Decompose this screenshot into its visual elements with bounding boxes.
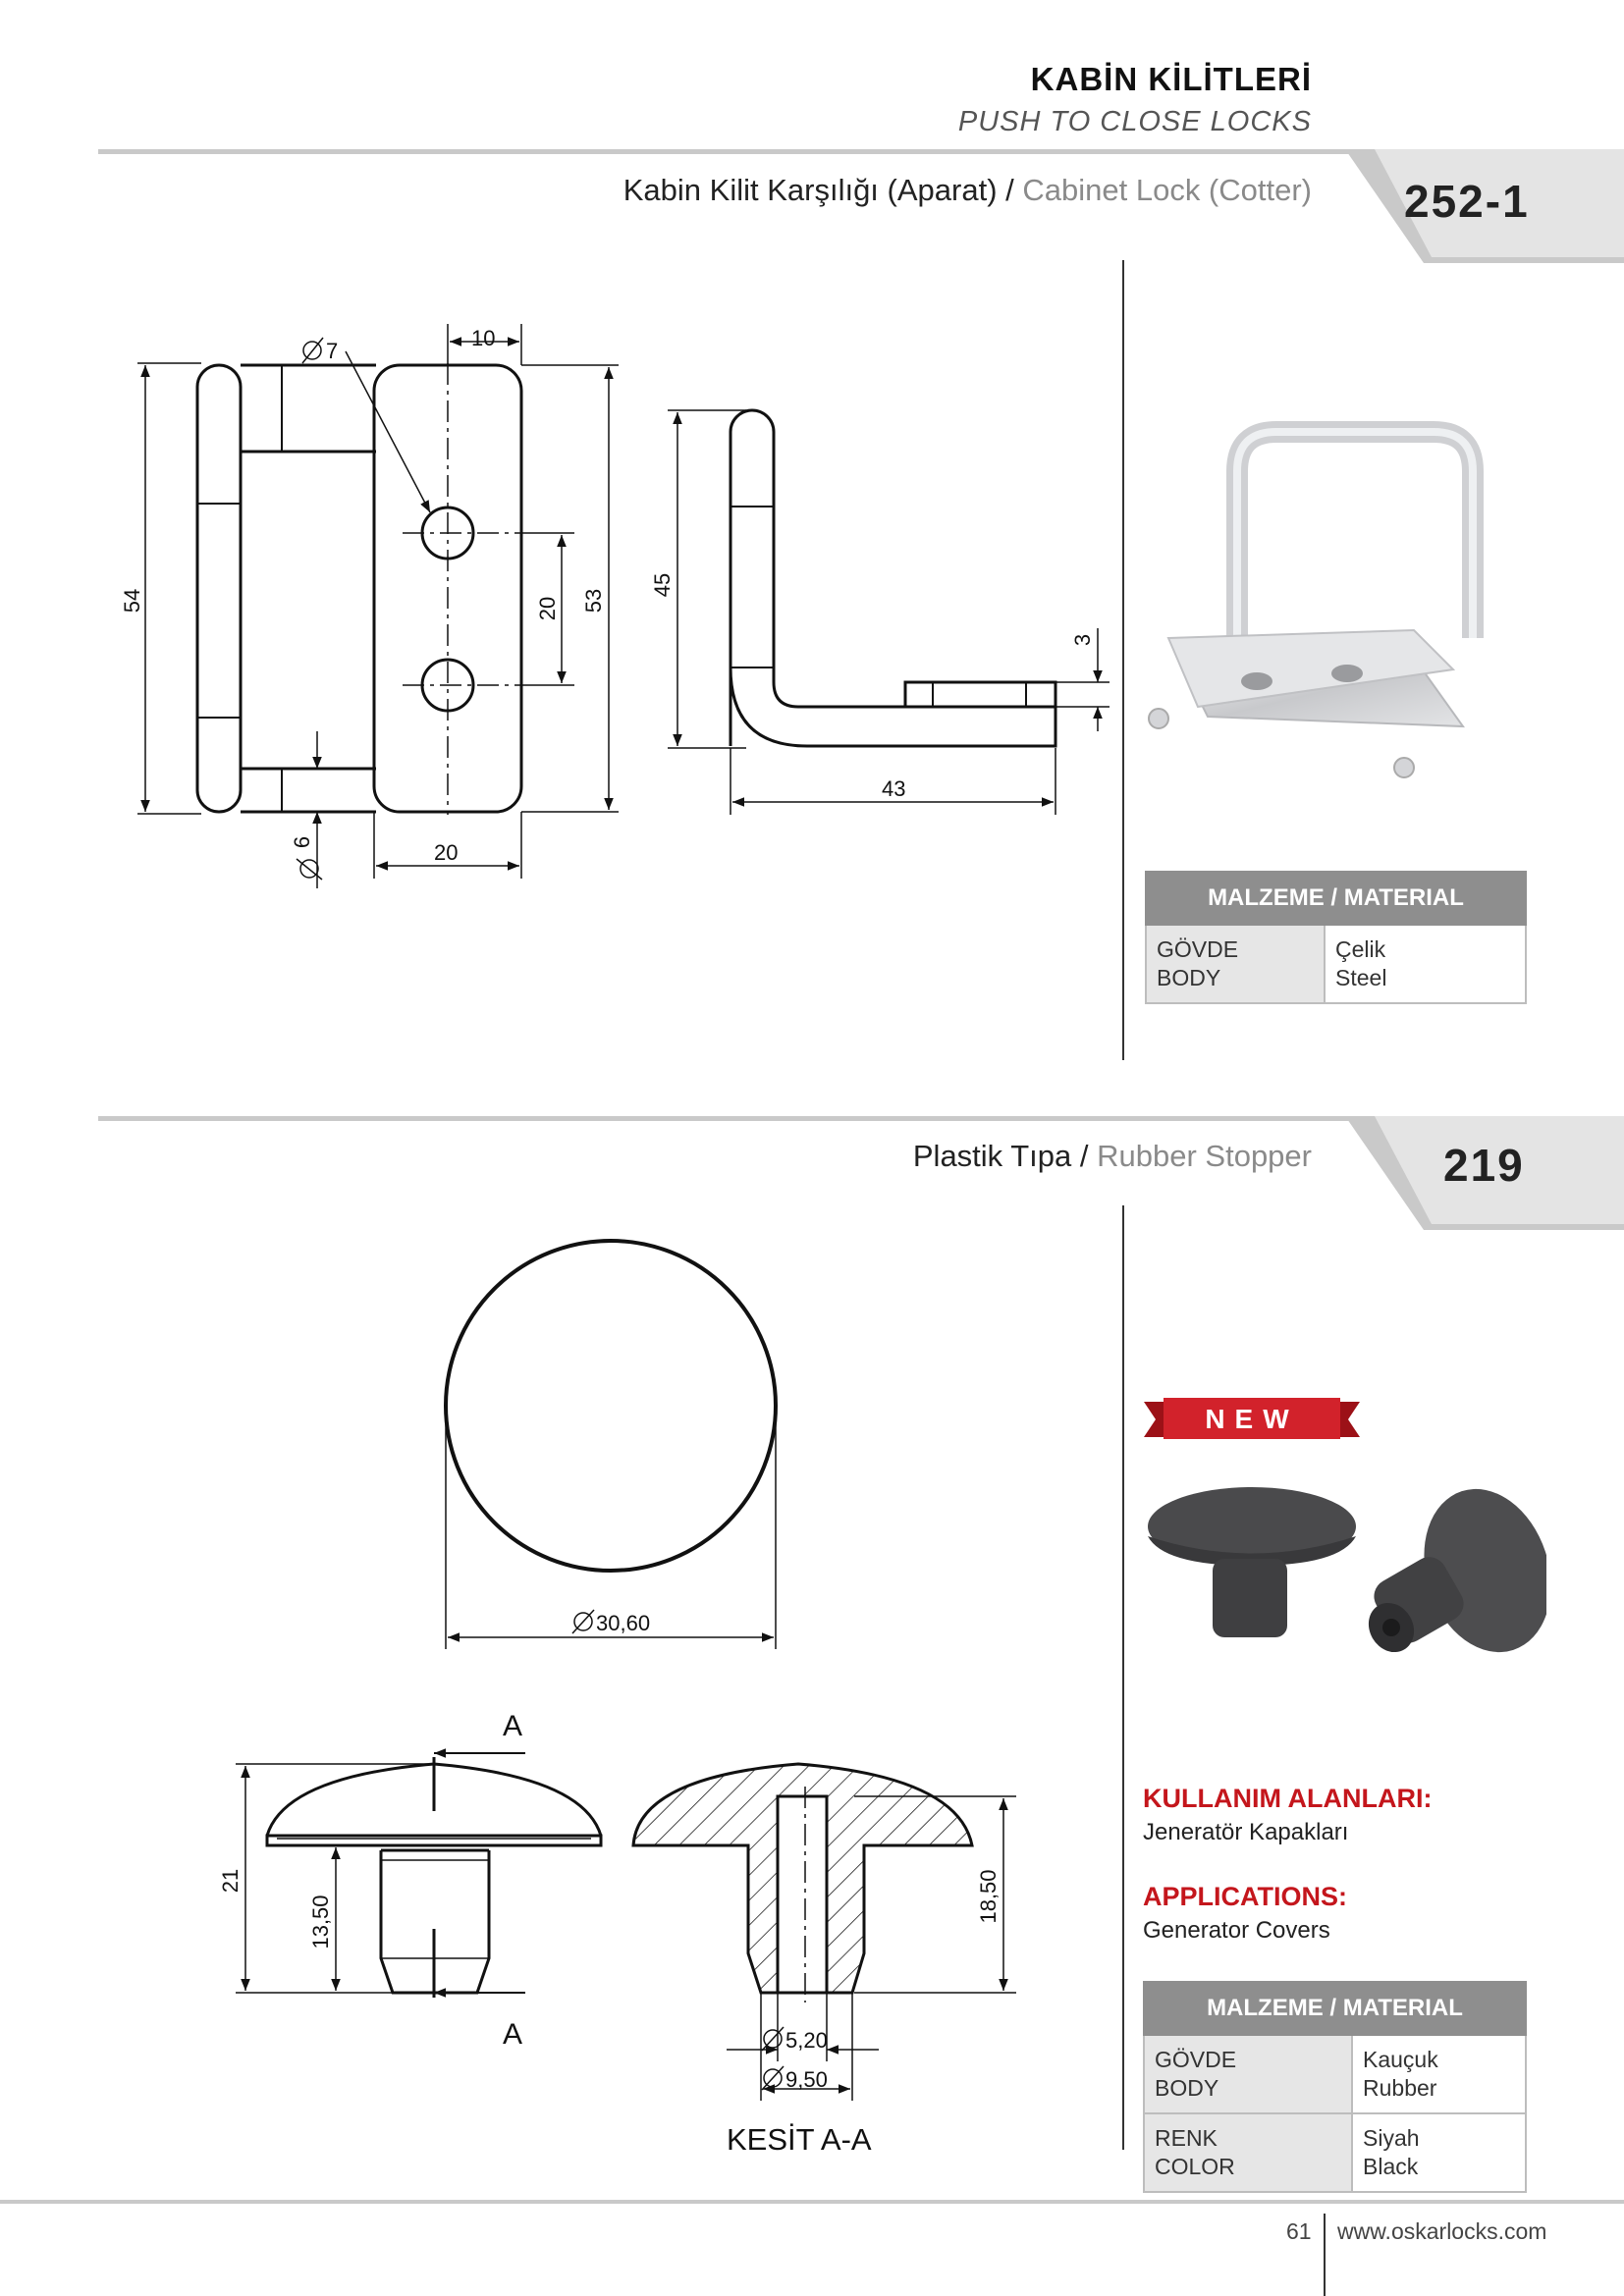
dim-53: 53 xyxy=(581,588,606,614)
footer-separator xyxy=(1324,2214,1326,2296)
usage-text-en: Generator Covers xyxy=(1143,1917,1330,1944)
catalog-title: KABİN KİLİTLERİ xyxy=(1030,61,1312,97)
section2-rule xyxy=(98,1116,1375,1121)
dim-10: 10 xyxy=(471,326,496,350)
section2-title xyxy=(913,1139,1312,1174)
dim-diameter-6: 6 xyxy=(290,835,314,849)
section2-code: 219 xyxy=(1443,1140,1525,1191)
dim-21: 21 xyxy=(218,1868,243,1894)
material-value-en: Black xyxy=(1363,2154,1419,2179)
material-key: GÖVDE xyxy=(1155,2047,1237,2072)
section1-material-header: MALZEME / MATERIAL xyxy=(1146,872,1526,925)
dim-20-vertical: 20 xyxy=(535,596,560,621)
dim-43: 43 xyxy=(882,776,906,801)
dim-3: 3 xyxy=(1070,633,1095,647)
usage-text-tr: Jeneratör Kapakları xyxy=(1143,1819,1349,1845)
table-row xyxy=(1144,2113,1526,2192)
section1-title-tr: Kabin Kilit Karşılığı (Aparat) / xyxy=(623,173,1014,207)
stopper-product-image xyxy=(1134,1472,1546,1698)
material-value: Çelik xyxy=(1335,936,1386,962)
dim-diameter-7: 7 xyxy=(326,339,339,363)
section2-title-en: Rubber Stopper xyxy=(1097,1139,1312,1173)
section2-title-tr: Plastik Tıpa / xyxy=(912,1139,1089,1173)
material-key-en: BODY xyxy=(1155,2075,1219,2101)
section-mark-bottom: A xyxy=(503,2018,523,2051)
section1-divider xyxy=(1122,260,1124,1060)
section2-divider xyxy=(1122,1205,1124,2150)
section2-material-header: MALZEME / MATERIAL xyxy=(1144,1982,1526,2035)
section-label: KESİT A-A xyxy=(727,2122,872,2157)
section-mark-top: A xyxy=(503,1710,523,1742)
dim-diameter-9-50: 9,50 xyxy=(785,2067,828,2092)
stopper-technical-drawing xyxy=(0,1217,1119,2179)
catalog-subtitle: PUSH TO CLOSE LOCKS xyxy=(957,106,1312,137)
dim-diameter-30-60: 30,60 xyxy=(596,1611,651,1635)
table-row xyxy=(1144,2035,1526,2113)
material-value-en: Rubber xyxy=(1363,2075,1437,2101)
dim-diameter-5-20: 5,20 xyxy=(785,2028,828,2053)
section1-code: 252-1 xyxy=(1404,176,1530,227)
footer-rule xyxy=(0,2200,1624,2204)
usage-heading-tr: KULLANIM ALANLARI: xyxy=(1143,1784,1433,1813)
dim-45: 45 xyxy=(650,572,675,598)
section2-material-table xyxy=(1143,1981,1527,2193)
material-key: RENK xyxy=(1155,2125,1218,2151)
cotter-technical-drawing xyxy=(0,0,1119,913)
material-key-en: COLOR xyxy=(1155,2154,1235,2179)
table-row xyxy=(1146,925,1526,1003)
material-value-en: Steel xyxy=(1335,965,1387,990)
new-badge xyxy=(1144,1394,1360,1459)
dim-13-50: 13,50 xyxy=(308,1895,333,1949)
cotter-product-image xyxy=(1139,412,1512,805)
dim-54: 54 xyxy=(120,588,144,614)
material-key: GÖVDE xyxy=(1157,936,1239,962)
page-number: 61 xyxy=(1286,2218,1312,2244)
new-badge-label: NEW xyxy=(1205,1404,1299,1434)
footer-website: www.oskarlocks.com xyxy=(1337,2218,1547,2244)
material-value: Kauçuk xyxy=(1363,2047,1438,2072)
section1-material-table xyxy=(1145,871,1527,1004)
dim-18-50: 18,50 xyxy=(976,1869,1001,1924)
section1-title-en: Cabinet Lock (Cotter) xyxy=(1022,173,1312,207)
usage-heading-en: APPLICATIONS: xyxy=(1143,1882,1347,1911)
material-value: Siyah xyxy=(1363,2125,1420,2151)
material-key-en: BODY xyxy=(1157,965,1221,990)
dim-20-horizontal: 20 xyxy=(434,840,459,865)
